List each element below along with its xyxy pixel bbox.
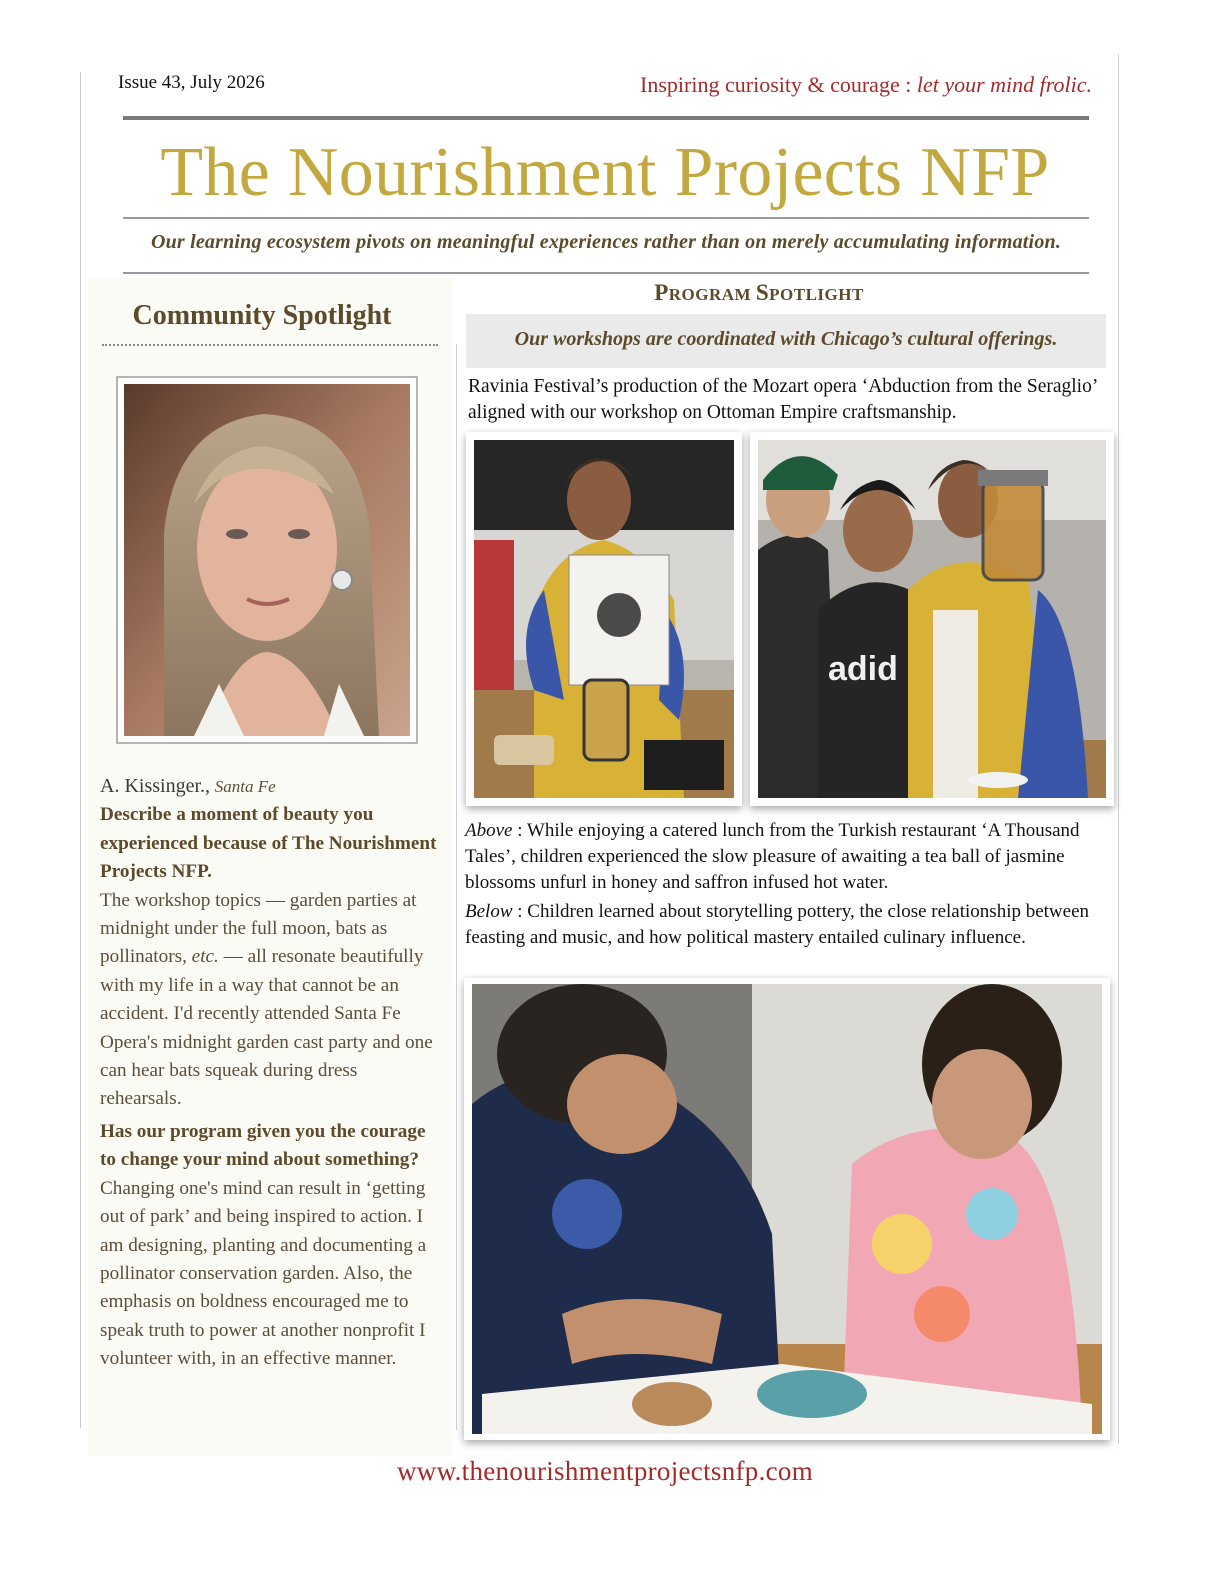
masthead-title: The Nourishment Projects NFP (160, 134, 1050, 211)
community-interview (100, 772, 438, 1374)
issue-date: Issue 43, July 2026 (118, 72, 265, 93)
photo-tea-demonstration (750, 432, 1114, 806)
ps-rest-1: ROGRAM (668, 285, 756, 304)
question-1: Describe a moment of beauty you experienced because of The Nourishment Projects NFP. (100, 804, 437, 883)
right-margin-rule (1118, 54, 1119, 1444)
ps-rest-2: POTLIGHT (769, 285, 864, 304)
caption-below-label: Below (465, 901, 513, 922)
interviewee-place: Santa Fe (214, 777, 276, 796)
website-link[interactable]: www.thenourishmentprojectsnfp.com (396, 1456, 814, 1486)
program-intro: Ravinia Festival’s production of the Mozart opera ‘Abduction from the Seraglio’ aligned with our workshop on Ottoman Empire craftsmanship. (468, 376, 1097, 423)
program-spotlight-title (466, 280, 1052, 306)
photo-2-image (758, 440, 1106, 798)
motto (640, 72, 1092, 98)
photo-workshop-leader (466, 432, 742, 806)
photo-children-reading (464, 978, 1110, 1440)
answer-1 (100, 887, 438, 1114)
question-2: Has our program given you the courage to change your mind about something? (100, 1120, 426, 1171)
interviewee-name: A. Kissinger., (100, 775, 210, 797)
caption-below-text: : Children learned about storytelling pottery, the close relationship between feasting and music, and how political mastery entailed culinary influence. (465, 901, 1090, 948)
answer-1-etc: etc. (191, 946, 219, 968)
ps-cap-2: S (755, 280, 770, 305)
caption-above-text: : While enjoying a catered lunch from the Turkish restaurant ‘A Thousand Tales’, children experienced the slow pleasure of awaiting a tea ball of jasmine blossoms unfurl in honey and saffron infused hot water. (465, 820, 1080, 893)
motto-italic: let your mind frolic. (916, 72, 1092, 97)
tagline: Our learning ecosystem pivots on meaningful experiences rather than on merely accumulating information. (150, 231, 1062, 253)
dotted-divider (102, 344, 438, 346)
photo-1-image (474, 440, 734, 798)
answer-1-part1: The workshop topics — garden parties at midnight under the full moon, bats as pollinators, (100, 889, 417, 968)
portrait-image (124, 384, 410, 736)
community-spotlight-title: Community Spotlight (132, 300, 392, 331)
caption-below (465, 899, 1117, 951)
answer-2: Changing one's mind can result in ‘getting out of park’ and being inspired to action. I am designing, planting and documenting a pollinator conservation garden. Also, the emphasis on boldness encouraged me to speak truth to power at another nonprofit I volunteer with, in an effective manner. (100, 1177, 427, 1370)
program-banner-text: Our workshops are coordinated with Chicago’s cultural offerings. (514, 328, 1058, 350)
answer-1-part2: — all resonate beautifully with my life in a way that cannot be an accident. I'd recently attended Santa Fe Opera's midnight garden cast party and one can hear bats squeak during dress rehearsals. (100, 946, 433, 1110)
caption-above (465, 818, 1117, 896)
masthead-rule (123, 217, 1089, 219)
header-rule (123, 116, 1089, 120)
left-margin-rule (80, 72, 81, 1428)
motto-prefix: Inspiring curiosity & courage : (640, 72, 917, 97)
portrait-photo (116, 376, 418, 744)
caption-above-label: Above (465, 820, 513, 841)
photo-3-image (472, 984, 1102, 1434)
ps-cap-1: P (654, 280, 669, 305)
shirt-logo-text: adid (828, 650, 898, 688)
tagline-rule (123, 272, 1089, 274)
column-divider (456, 344, 457, 1430)
